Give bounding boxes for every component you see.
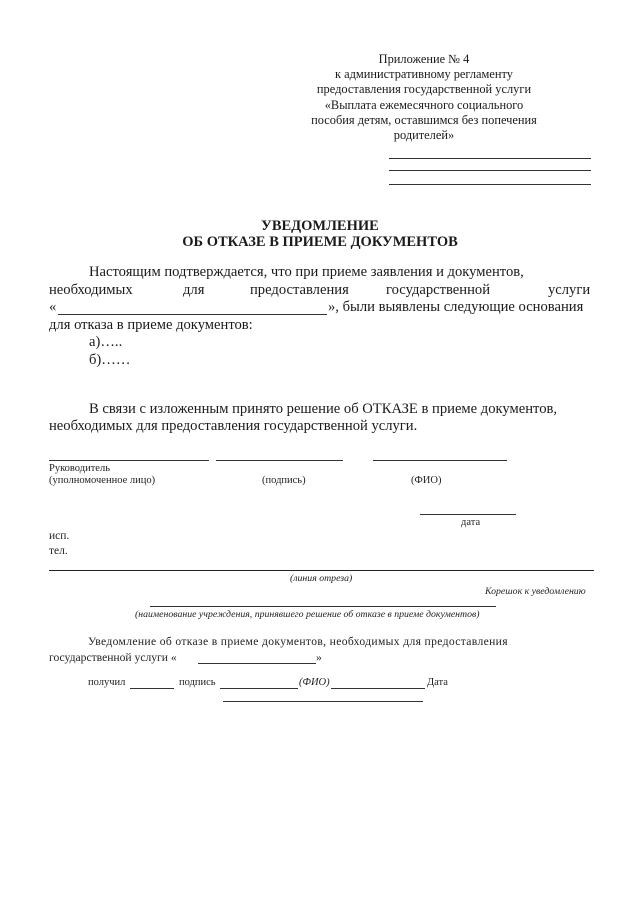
organization-line	[150, 606, 496, 607]
appendix-line-4: «Выплата ежемесячного социального	[324, 97, 524, 112]
paragraph-1-word-2: для	[183, 282, 205, 298]
addressee-line-1	[389, 158, 591, 159]
stub-service-close-quote: »	[316, 651, 322, 664]
cut-line-label: (линия отреза)	[290, 573, 353, 584]
reason-item-a: а)…..	[89, 334, 123, 350]
paragraph-1-word-4: государственной	[386, 282, 491, 298]
paragraph-2-line-2: необходимых для предоставления государственной услуги.	[49, 418, 418, 434]
signature-fio-line	[373, 460, 507, 461]
addressee-line-2	[389, 170, 591, 171]
received-line	[130, 688, 174, 689]
service-name-open-quote: «	[49, 299, 57, 315]
appendix-line-6: родителей»	[393, 128, 455, 143]
appendix-line-1: Приложение № 4	[378, 52, 470, 66]
signature-role-label-2: (уполномоченное лицо)	[49, 475, 156, 486]
appendix-line-5: пособия детям, оставшимся без попечения	[311, 112, 537, 127]
date-line	[420, 514, 516, 515]
signature-sign-line	[216, 460, 343, 461]
received-label: получил	[88, 677, 126, 688]
stub-service-blank-line	[198, 663, 316, 664]
paragraph-1-word-1: необходимых	[49, 282, 133, 298]
organization-label: (наименование учреждения, принявшего решение об отказе в приеме документов)	[135, 609, 480, 620]
document-title-line-2: ОБ ОТКАЗЕ В ПРИЕМЕ ДОКУМЕНТОВ	[182, 234, 458, 250]
executor-label: исп.	[49, 530, 70, 542]
signature-role-label-1: Руководитель	[49, 463, 110, 474]
service-name-close-text: », были выявлены следующие основания	[328, 299, 584, 315]
bottom-line	[223, 701, 423, 702]
paragraph-1-word-5: услуги	[548, 282, 591, 298]
received-date-label: Дата	[427, 677, 448, 688]
received-fio-label: (ФИО)	[299, 677, 330, 688]
signature-role-line	[49, 460, 209, 461]
reason-item-b: б)……	[89, 352, 131, 368]
stub-title: Корешок к уведомлению	[485, 586, 586, 597]
paragraph-1-line-4: для отказа в приеме документов:	[49, 317, 253, 333]
addressee-line-3	[389, 184, 591, 185]
appendix-line-2: к административному регламенту	[335, 67, 513, 82]
paragraph-1-line-1: Настоящим подтверждается, что при приеме заявления и документов,	[89, 264, 524, 280]
service-name-blank-line	[58, 314, 327, 315]
received-sign-label: подпись	[179, 677, 216, 688]
paragraph-2-line-1: В связи с изложенным принято решение об ОТКАЗЕ в приеме документов,	[89, 401, 558, 417]
appendix-header	[300, 52, 548, 143]
stub-text-line-1: Уведомление об отказе в приеме документов, необходимых для предоставления	[88, 635, 508, 648]
cut-line	[49, 570, 594, 571]
received-fio-line	[331, 688, 425, 689]
appendix-line-3: предоставления государственной услуги	[316, 82, 532, 97]
signature-sign-label: (подпись)	[262, 475, 306, 486]
received-sign-line	[220, 688, 298, 689]
phone-label: тел.	[49, 545, 68, 557]
signature-fio-label: (ФИО)	[411, 475, 442, 486]
stub-text-line-2: государственной услуги «	[49, 651, 177, 664]
date-label: дата	[461, 517, 481, 528]
document-title-line-1: УВЕДОМЛЕНИЕ	[261, 218, 379, 234]
paragraph-1-word-3: предоставления	[250, 282, 349, 298]
